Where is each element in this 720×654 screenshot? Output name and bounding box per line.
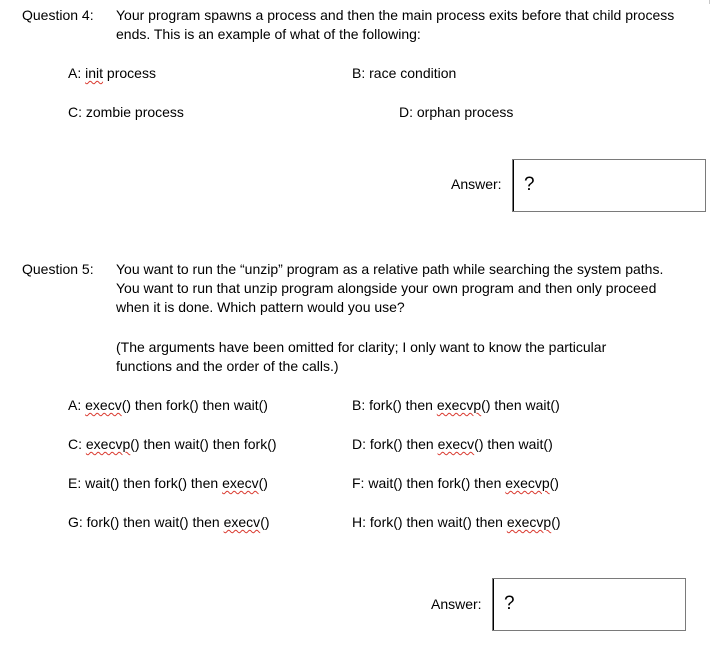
question-4-answer-value: ?	[524, 174, 535, 195]
option-suffix: ()	[549, 475, 559, 491]
question-5-label: Question 5:	[22, 261, 94, 277]
spellcheck-word: execv	[223, 514, 261, 530]
answer-box-divider	[513, 160, 514, 211]
option-prefix: F: wait() then fork() then	[352, 475, 506, 491]
question-5-option-e[interactable]	[68, 474, 268, 493]
option-prefix: D: fork() then	[352, 436, 438, 452]
question-4-option-d[interactable]: D: orphan process	[399, 104, 514, 120]
question-5-option-c[interactable]	[68, 435, 277, 454]
question-4-text: Your program spawns a process and then the main process exits before that child process ends. This is an example of what of the following:	[116, 7, 675, 42]
option-suffix: () then wait()	[474, 436, 553, 452]
question-5-answer-label: Answer:	[431, 596, 482, 612]
option-prefix: E: wait() then fork() then	[68, 475, 223, 491]
question-5-answer-value: ?	[504, 593, 515, 614]
option-suffix: () then wait()	[481, 397, 560, 413]
option-prefix: A:	[68, 65, 86, 81]
option-suffix: ()	[258, 475, 268, 491]
option-prefix: C:	[68, 436, 86, 452]
page-corner-mark	[709, 0, 710, 4]
option-prefix: G: fork() then wait() then	[68, 514, 224, 530]
question-5-answer-input[interactable]	[492, 578, 686, 631]
spellcheck-word: execvp	[436, 397, 482, 413]
question-5-note: (The arguments have been omitted for clarity; I only want to know the particular functions and the order of the calls.)	[116, 339, 607, 374]
question-4-option-b[interactable]: B: race condition	[352, 65, 457, 81]
option-suffix: process	[103, 65, 156, 81]
question-4-option-c[interactable]: C: zombie process	[68, 104, 184, 120]
spellcheck-word: init	[85, 65, 104, 81]
option-suffix: () then wait() then fork()	[130, 436, 277, 452]
question-5-option-g[interactable]	[68, 513, 270, 532]
option-suffix: ()	[551, 514, 561, 530]
answer-box-divider	[493, 579, 494, 630]
option-prefix: B: fork() then	[352, 397, 437, 413]
question-5-option-h[interactable]	[352, 513, 561, 532]
question-4-option-a[interactable]	[68, 64, 156, 83]
spellcheck-word: execvp	[85, 436, 131, 452]
question-5-option-a[interactable]	[68, 396, 268, 415]
option-suffix: ()	[260, 514, 270, 530]
spellcheck-word: execv	[437, 436, 475, 452]
question-5-option-f[interactable]	[352, 474, 559, 493]
spellcheck-word: execv	[85, 397, 122, 413]
spellcheck-word: execvp	[506, 514, 552, 530]
spellcheck-word: execvp	[505, 475, 550, 491]
option-suffix: () then fork() then wait()	[121, 397, 268, 413]
question-5-option-d[interactable]	[352, 435, 553, 454]
option-prefix: A:	[68, 397, 86, 413]
question-4-answer-label: Answer:	[451, 176, 502, 192]
spellcheck-word: execv	[222, 475, 259, 491]
question-5-option-b[interactable]	[352, 396, 560, 415]
question-5-text: You want to run the “unzip” program as a relative path while searching the system paths. You want to run that unzip program alongside your own program and then only proceed when it is done. Which pattern would you use?	[116, 261, 664, 315]
question-4-label: Question 4:	[22, 7, 94, 23]
option-prefix: H: fork() then wait() then	[352, 514, 507, 530]
question-4-answer-input[interactable]	[512, 159, 706, 212]
